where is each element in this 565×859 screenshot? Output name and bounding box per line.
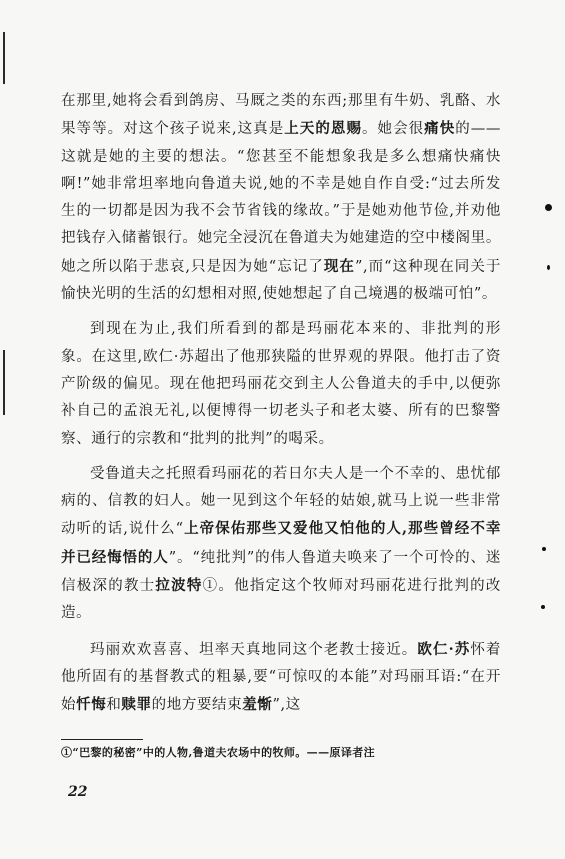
body-text [61,88,501,720]
emphasis: 欧仁·苏 [417,640,471,658]
emphasis: 忏悔 [76,696,107,714]
emphasis: 现在 [323,257,355,275]
footnote-rule [61,739,143,740]
scan-speck [545,204,552,211]
paragraph-1: 在那里,她将会看到鸽房、马厩之类的东西;那里有牛奶、乳酪、水果等等。对这个孩子说来,这真是上天的恩赐。她会很痛快的——这就是她的主要的想法。“您甚至不能想象我是多么想痛快痛快啊!”她非常坦率地向鲁道夫说,她的不幸是她自作自受:“过去所发生的一切都是因为我不会节省钱的缘故。”于是她劝他节俭,并劝他把钱存入储蓄银行。她完全浸沉在鲁道夫为她建造的空中楼阁里。她之所以陷于悲哀,只是因为她“忘记了现在”,而“这种现在同关于愉快光明的生活的幻想相对照,使她想起了自己境遇的极端可怕”。 [61,93,502,303]
emphasis: 赎罪 [121,696,152,714]
scan-speck [541,605,545,609]
scan-edge-mark [3,350,5,415]
footnote: ①“巴黎的秘密”中的人物,鲁道夫农场中的牧师。——原译者注 [61,746,376,759]
scan-edge-mark [3,32,5,84]
paragraph-3: 受鲁道夫之托照看玛丽花的若日尔夫人是一个不幸的、患忧郁病的、信教的妇人。她一见到这个年轻的姑娘,就马上说一些非常动听的话,说什么“上帝保佑那些又爱他又怕他的人,那些曾经不幸并已经悔悟的人”。“纯批判”的伟人鲁道夫唤来了一个可怜的、迷信极深的教士拉波特①。他指定这个牧师对玛丽花进行批判的改造。 [61,465,501,622]
emphasis: 上天的恩赐 [284,120,362,138]
emphasis: 拉波特 [155,577,203,595]
emphasis: 羞惭 [242,696,273,714]
page-number: 22 [68,784,88,800]
paragraph-2: 到现在为止,我们所看到的都是玛丽花本来的、非批判的形象。在这里,欧仁·苏超出了他那狭隘的世界观的界限。他打击了资产阶级的偏见。现在他把玛丽花交到主人公鲁道夫的手中,以便弥补自己的孟浪无礼,以便博得一切老头子和老太婆、所有的巴黎警察、通行的宗教和“批判的批判”的喝采。 [61,321,501,447]
paragraph-4: 玛丽欢欢喜喜、坦率天真地同这个老教士接近。欧仁·苏怀着他所固有的基督教式的粗暴,要“可惊叹的本能”对玛丽耳语:“在开始忏悔和赎罪的地方要结束羞惭”,这 [61,640,502,714]
emphasis: 痛快 [424,120,456,138]
scan-speck [542,547,546,551]
emphasis: 上帝保佑那些又爱他又怕他的人,那些曾经不幸并已经悔悟的人 [61,520,501,566]
scan-speck [547,265,550,270]
